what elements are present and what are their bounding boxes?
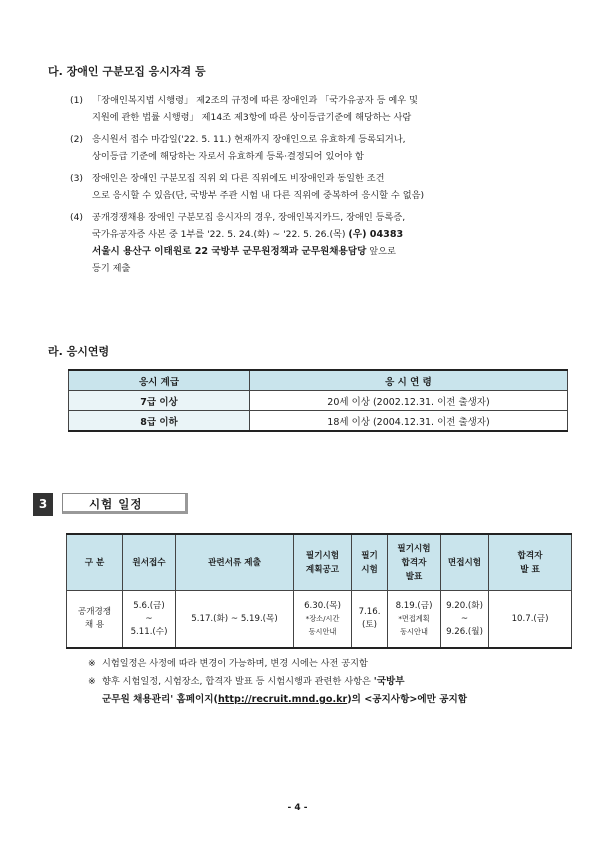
- page-number: - 4 -: [287, 803, 308, 813]
- age-cell: 20세 이상 (2002.12.31. 이전 출생자): [250, 391, 568, 411]
- table-row: [69, 411, 568, 432]
- list-item: [70, 170, 570, 204]
- age-table: [68, 369, 568, 432]
- column-header: 원서접수: [123, 534, 176, 591]
- schedule-table: [66, 533, 572, 649]
- note-mark: ※: [88, 658, 96, 669]
- table-row: [69, 391, 568, 411]
- item-text-line: 공개경쟁채용 장애인 구분모집 응시자의 경우, 장애인복지카드, 장애인 등록증,: [92, 212, 406, 223]
- item-text-line: [92, 226, 570, 243]
- notes: [88, 655, 578, 709]
- item-text-line: 상이등급 기준에 해당하는 자로서 유효하게 등록·결정되어 있어야 함: [92, 151, 364, 162]
- column-header: 응 시 연 령: [250, 370, 568, 391]
- table-row: [67, 591, 572, 649]
- section-number-badge: 3: [33, 493, 53, 516]
- column-header: 구 분: [67, 534, 123, 591]
- section-3-title: 시험 일정: [62, 493, 188, 514]
- column-header: 관련서류 제출: [176, 534, 294, 591]
- mailing-address: 서울시 용산구 이태원로 22 국방부 군무원정책과 군무원채용담당: [92, 246, 367, 257]
- age-cell: 18세 이상 (2004.12.31. 이전 출생자): [250, 411, 568, 432]
- note-item: [88, 655, 578, 673]
- written-result-cell: 8.19.(금) *면접계획 동시안내: [388, 591, 441, 649]
- section-eligibility-title: 다. 장애인 구분모집 응시자격 등: [48, 65, 206, 78]
- list-item: [70, 209, 570, 277]
- column-header: 필기시험 합격자 발표: [388, 534, 441, 591]
- column-header: 필기시험 계획공고: [294, 534, 352, 591]
- item-text: 앞으로: [366, 246, 396, 257]
- item-text-line: 으로 응시할 수 있음(단, 국방부 주관 시험 내 다른 직위에 중복하여 응시할 수 없음): [92, 190, 425, 201]
- note-text-bold: )의 <공지사항>에만 공지함: [347, 694, 468, 705]
- column-header: 면접시험: [441, 534, 489, 591]
- table-header-row: [69, 370, 568, 391]
- note-item: [88, 673, 578, 709]
- table-header-row: [67, 534, 572, 591]
- note-mark: ※: [88, 676, 96, 687]
- list-item: [70, 92, 570, 126]
- column-header: 합격자 발 표: [489, 534, 572, 591]
- item-number: (2): [70, 134, 84, 145]
- item-text: 국가유공자증 사본 중 1부를 '22. 5. 24.(화) ~ '22. 5. 26.(목): [92, 229, 349, 240]
- item-text-line: 지원에 관한 법률 시행령」 제14조 제3항에 따른 상이등급기준에 해당하는 사람: [92, 112, 412, 123]
- section-age-title: 라. 응시연령: [48, 345, 110, 358]
- note-text: 향후 시험일정, 시험장소, 합격자 발표 등 시험시행과 관련한 사항은: [102, 676, 374, 687]
- documents-cell: 5.17.(화) ~ 5.19.(목): [176, 591, 294, 649]
- column-header: 필기 시험: [352, 534, 388, 591]
- written-notice-cell: 6.30.(목) *장소/시간 동시안내: [294, 591, 352, 649]
- item-text-line: [92, 243, 570, 260]
- note-text-bold: 군무원 채용관리' 홈페이지(: [102, 694, 218, 705]
- item-number: (1): [70, 95, 84, 106]
- grade-cell: 8급 이하: [69, 411, 250, 432]
- grade-cell: 7급 이상: [69, 391, 250, 411]
- postal-code: (우) 04383: [348, 229, 404, 240]
- interview-cell: 9.20.(화) ~ 9.26.(월): [441, 591, 489, 649]
- application-cell: 5.6.(금) ~ 5.11.(수): [123, 591, 176, 649]
- item-text-line: 장애인은 장애인 구분모집 직위 외 다른 직위에도 비장애인과 동일한 조건: [92, 173, 385, 184]
- item-text-line: 등기 제출: [92, 263, 131, 274]
- eligibility-list: [70, 92, 570, 282]
- item-text-line: 응시원서 접수 마감일('22. 5. 11.) 현재까지 장애인으로 유효하게 등록되거나,: [92, 134, 406, 145]
- item-text-line: 「장애인복지법 시행령」 제2조의 규정에 따른 장애인과 「국가유공자 등 예우 및: [92, 95, 418, 106]
- written-exam-cell: 7.16.(토): [352, 591, 388, 649]
- recruit-site-link[interactable]: http://recruit.mnd.go.kr: [217, 694, 348, 705]
- list-item: [70, 131, 570, 165]
- note-text: 시험일정은 사정에 따라 변경이 가능하며, 변경 시에는 사전 공지함: [102, 658, 368, 669]
- division-cell: 공개경쟁 채 용: [67, 591, 123, 649]
- item-number: (3): [70, 173, 84, 184]
- final-result-cell: 10.7.(금): [489, 591, 572, 649]
- note-text-bold: '국방부: [373, 676, 405, 687]
- item-number: (4): [70, 212, 84, 223]
- column-header: 응시 계급: [69, 370, 250, 391]
